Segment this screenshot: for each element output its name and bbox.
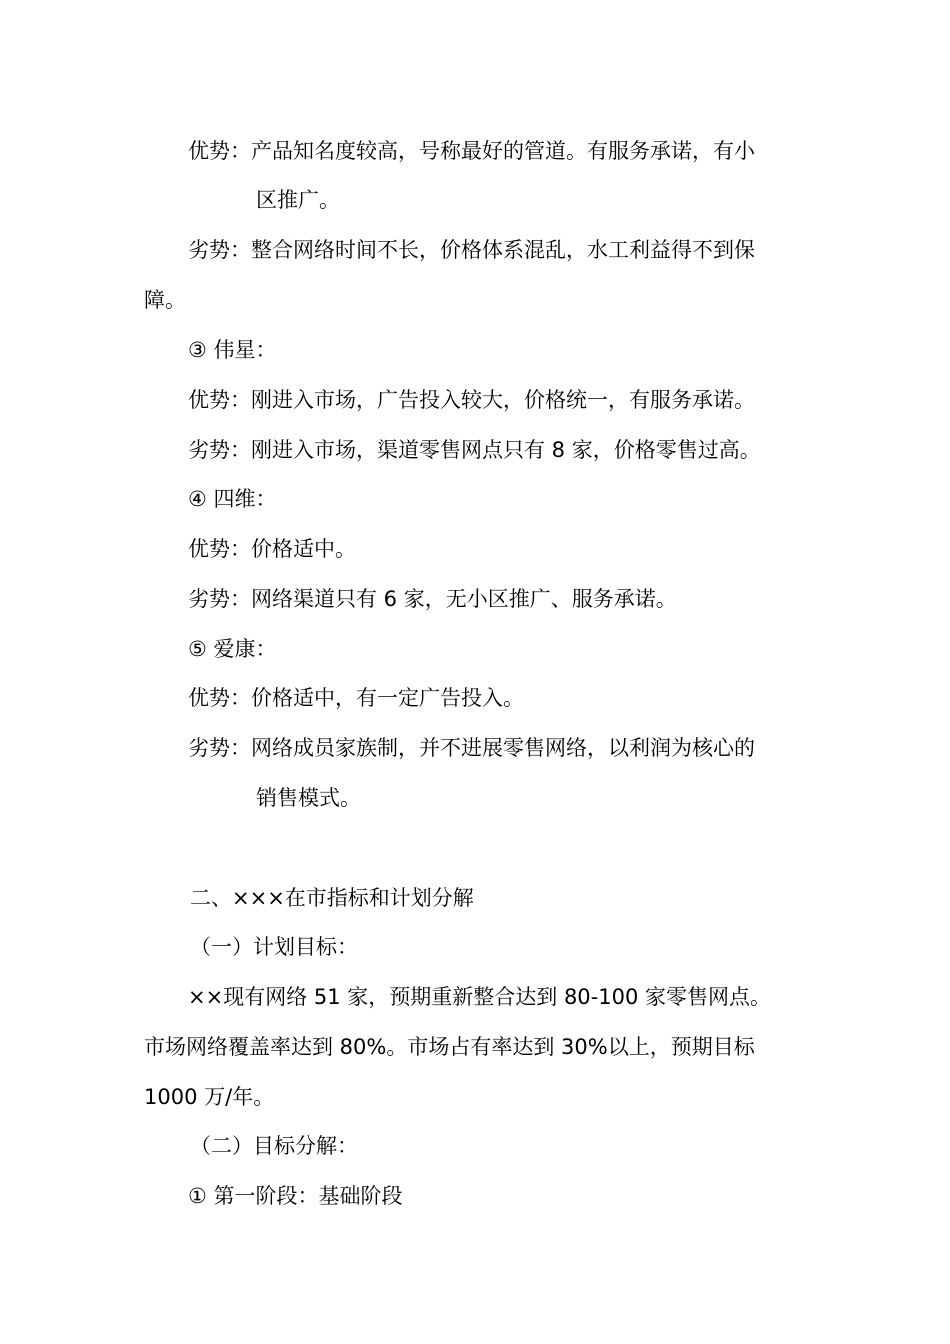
text-line: ××现有网络 51 家，预期重新整合达到 80-100 家零售网点。 (188, 985, 771, 1009)
text-line: 优势：刚进入市场，广告投入较大，价格统一，有服务承诺。 (188, 388, 755, 412)
text-line: 市场网络覆盖率达到 80%。市场占有率达到 30%以上，预期目标 (144, 1035, 755, 1059)
list-item-heading: ① 第一阶段：基础阶段 (188, 1184, 403, 1208)
list-item-heading: ④ 四维： (188, 487, 277, 511)
text-line: 优势：价格适中，有一定广告投入。 (188, 686, 524, 710)
text-line: 劣势：网络渠道只有 6 家，无小区推广、服务承诺。 (188, 587, 677, 611)
subsection-heading: （二）目标分解： (190, 1134, 358, 1158)
text-line: 劣势：整合网络时间不长，价格体系混乱，水工利益得不到保 (188, 238, 755, 262)
text-line: 销售模式。 (256, 786, 361, 810)
section-heading: 二、×××在市指标和计划分解 (190, 886, 474, 910)
text-line: 劣势：网络成员家族制，并不进展零售网络，以利润为核心的 (188, 736, 755, 760)
text-line: 障。 (144, 288, 186, 312)
subsection-heading: （一）计划目标： (190, 935, 358, 959)
list-item-heading: ③ 伟星： (188, 338, 277, 362)
text-line: 1000 万/年。 (144, 1085, 275, 1109)
text-line: 优势：产品知名度较高，号称最好的管道。有服务承诺，有小 (188, 139, 755, 163)
text-line: 劣势：刚进入市场，渠道零售网点只有 8 家，价格零售过高。 (188, 438, 761, 462)
list-item-heading: ⑤ 爱康： (188, 637, 277, 661)
text-line: 区推广。 (256, 188, 340, 212)
text-line: 优势：价格适中。 (188, 537, 356, 561)
